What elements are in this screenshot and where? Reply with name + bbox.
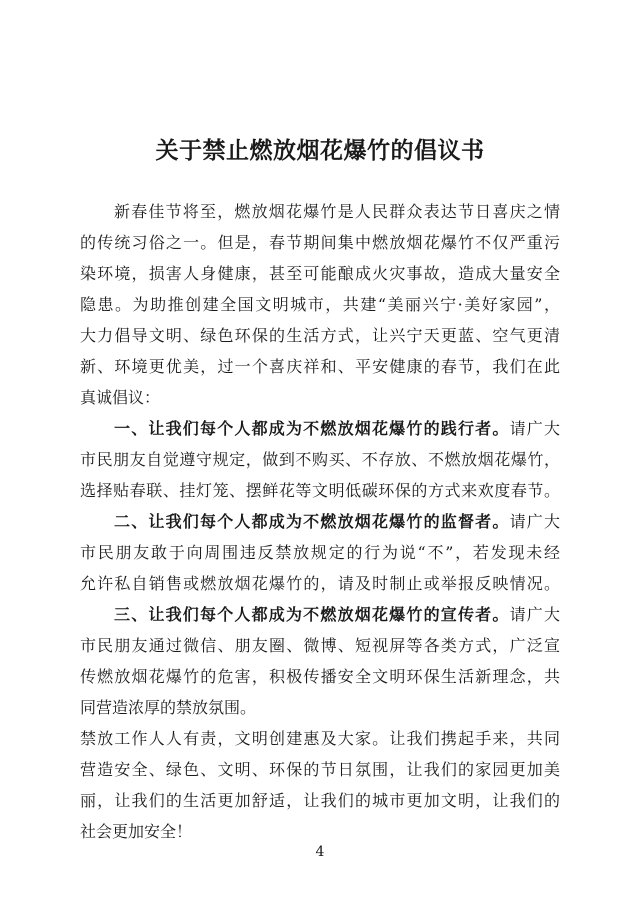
- intro-line: 真诚倡议：: [80, 388, 161, 407]
- item-first-line: [80, 505, 560, 538]
- item-line: 市民朋友自觉遵守规定，做到不购买、不存放、不燃放烟花爆竹，: [80, 450, 560, 469]
- item-heading: 二、让我们每个人都成为不燃放烟花爆竹的监督者。: [114, 512, 510, 531]
- item-line: 选择贴春联、挂灯笼、摆鲜花等文明低碳环保的方式来欢度春节。: [80, 481, 560, 500]
- intro-line: 新、环境更优美，过一个喜庆祥和、平安健康的春节，我们在此: [80, 357, 560, 376]
- closing-line: 营造安全、绿色、文明、环保的节日氛围，让我们的家园更加美: [80, 760, 560, 779]
- item-line: 传燃放烟花爆竹的危害，积极传播安全文明环保生活新理念，共: [80, 667, 560, 686]
- closing-line: 社会更加安全！: [80, 822, 193, 841]
- item-first-rest: 请广大: [509, 605, 560, 624]
- item-line: 市民朋友通过微信、朋友圈、微博、短视屏等各类方式，广泛宣: [80, 636, 560, 655]
- document-title: 关于禁止燃放烟花爆竹的倡议书: [155, 138, 485, 164]
- item-first-rest: 请广大: [509, 512, 560, 531]
- item-line: 市民朋友敢于向周围违反禁放规定的行为说“不”，若发现未经: [80, 543, 560, 562]
- intro-line: 的传统习俗之一。但是，春节期间集中燃放烟花爆竹不仅严重污: [80, 233, 560, 252]
- page-number: 4: [315, 844, 325, 860]
- closing-line: 禁放工作人人有责，文明创建惠及大家。让我们携起手来，共同: [80, 729, 560, 748]
- item-heading: 一、让我们每个人都成为不燃放烟花爆竹的践行者。: [114, 419, 510, 438]
- item-line: 同营造浓厚的禁放氛围。: [80, 698, 257, 717]
- closing-line: 丽，让我们的生活更加舒适，让我们的城市更加文明，让我们的: [80, 791, 560, 810]
- intro-line: 新春佳节将至，燃放烟花爆竹是人民群众表达节日喜庆之情: [114, 202, 560, 221]
- intro-line: 大力倡导文明、绿色环保的生活方式，让兴宁天更蓝、空气更清: [80, 326, 560, 345]
- item-first-rest: 请广大: [509, 419, 560, 438]
- item-first-line: [80, 412, 560, 445]
- intro-line: 染环境，损害人身健康，甚至可能酿成火灾事故，造成大量安全: [80, 264, 560, 283]
- intro-line: 隐患。为助推创建全国文明城市，共建“美丽兴宁·美好家园”，: [80, 295, 560, 314]
- item-heading: 三、让我们每个人都成为不燃放烟花爆竹的宣传者。: [114, 605, 510, 624]
- item-line: 允许私自销售或燃放烟花爆竹的，请及时制止或举报反映情况。: [80, 574, 560, 593]
- item-first-line: [80, 598, 560, 631]
